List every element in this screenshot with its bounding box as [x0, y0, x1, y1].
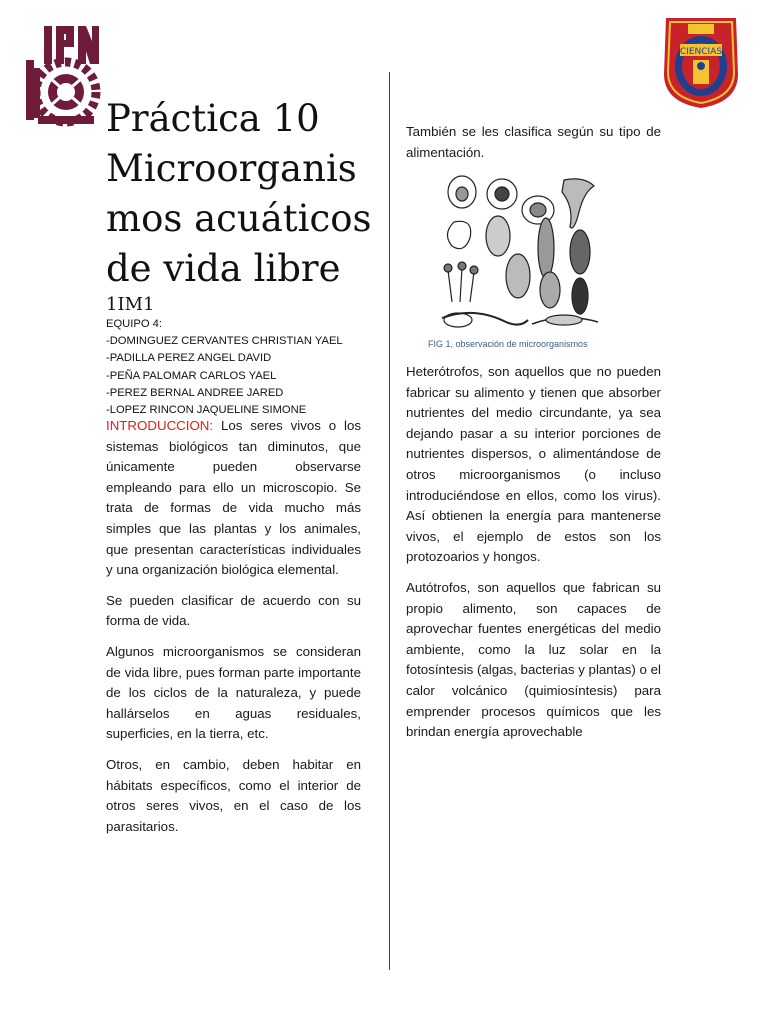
intro-paragraph — [106, 416, 361, 581]
intro-heading: INTRODUCCION: — [106, 418, 214, 433]
team-member: -PEREZ BERNAL ANDREE JARED — [106, 386, 284, 399]
title-line: de vida libre — [106, 247, 341, 290]
team-member: -PADILLA PEREZ ANGEL DAVID — [106, 352, 272, 365]
ciencias-seal-logo — [660, 14, 742, 110]
paragraph: Se pueden clasificar de acuerdo con su forma de vida. — [106, 592, 361, 629]
paragraph: Heterótrofos, son aquellos que no pueden fabricar su alimento y tienen que absorber nutrientes del medio circundante, ya sea dejando pasar a su interior porciones de nutrientes dispersos, o alimentándose de otros microorganismos (o incluso introduciéndose en ellos, como los virus). Así obtienen la energía para mantenerse vivos, el ejemplo de estos son los protozoarios y hongos. — [406, 364, 661, 565]
column-divider — [389, 72, 390, 970]
team-member: -LOPEZ RINCON JAQUELINE SIMONE — [106, 404, 307, 417]
team-member: -DOMINGUEZ CERVANTES CHRISTIAN YAEL — [106, 335, 343, 348]
paragraph: Autótrofos, son aquellos que fabrican su propio alimento, son capaces de aprovechar fuentes energéticas del medio ambiente, como la luz solar en la fotosíntesis (algas, bacterias y plantas) o el calor volcánico (quimiosíntesis) para emprender procesos químicos que les brindan energía aprovechable — [406, 579, 661, 740]
team-member: -PEÑA PALOMAR CARLOS YAEL — [106, 369, 277, 382]
figure-caption: FIG 1, observación de microorganismos — [428, 339, 588, 349]
ipn-logo — [22, 20, 104, 128]
title-line: Práctica 10 — [106, 97, 320, 140]
intro-text: Los seres vivos o los sistemas biológicos tan diminutos, que únicamente pueden observarse empleando para ello un microscopio. Se trata de formas de vida mucho más simples que las plantas y los animales, que presentan características individuales y una organización biológica elemental. — [106, 418, 361, 578]
right-column — [406, 362, 661, 753]
right-column-intro — [406, 122, 661, 173]
paragraph: Algunos microorganismos se consideran de vida libre, pues forman parte importante de los ciclos de la naturaleza, y puede hallárselos en aguas residuales, superficies, en la tierra, etc. — [106, 643, 361, 742]
page-title — [106, 94, 376, 294]
title-line: Microorganis — [106, 147, 357, 190]
left-column — [106, 416, 361, 847]
group-code: 1IM1 — [106, 294, 155, 315]
team-label: EQUIPO 4: — [106, 318, 162, 330]
title-line: mos acuáticos — [106, 197, 372, 240]
paragraph: También se les clasifica según su tipo de alimentación. — [406, 124, 661, 160]
svg-text:CIENCIAS: CIENCIAS — [679, 47, 723, 57]
team-list — [106, 316, 376, 419]
microorganisms-figure — [434, 172, 606, 338]
paragraph: Otros, en cambio, deben habitar en hábitats específicos, como el interior de otros seres vivos, en el caso de los parasitarios. — [106, 756, 361, 834]
